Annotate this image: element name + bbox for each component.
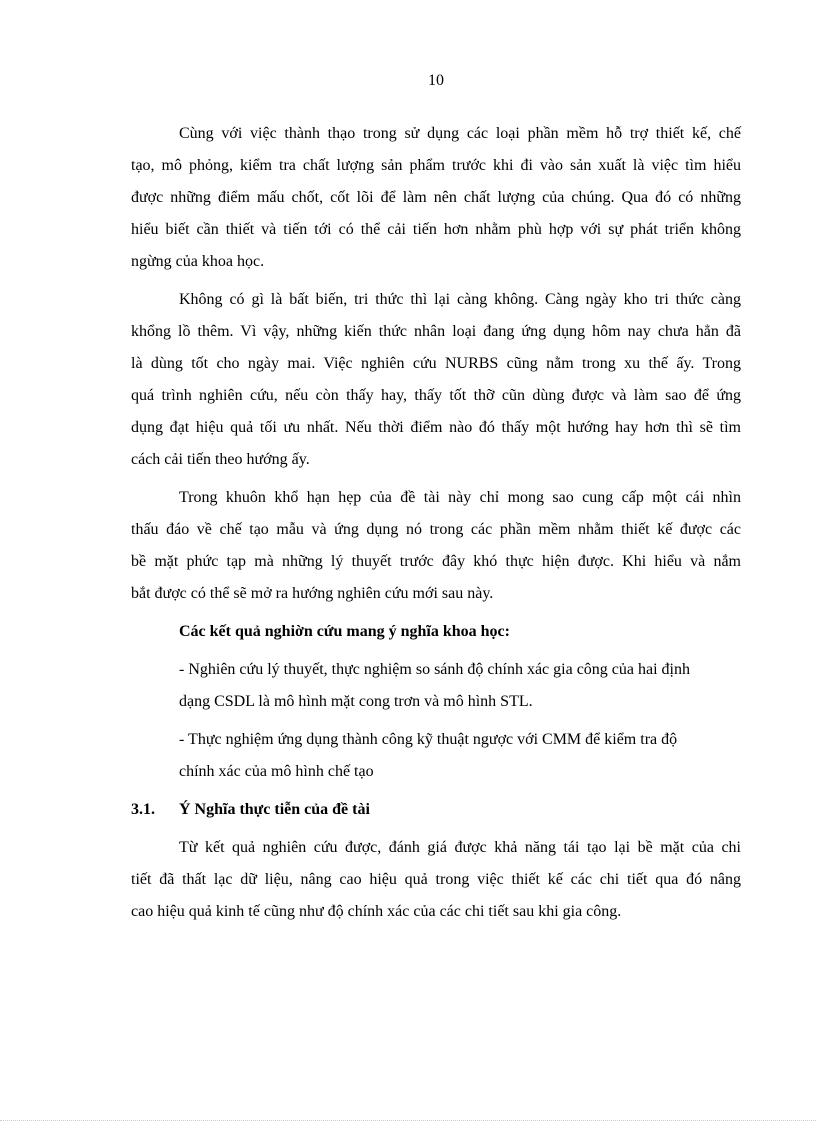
paragraph-line: cách cải tiến theo hướng ấy. (131, 451, 310, 468)
paragraph-intro (131, 118, 741, 278)
paragraph-line: tạo, mô phỏng, kiểm tra chất lượng sản phẩm trước khi đi vào sản xuất là việc tìm hiểu (131, 157, 741, 174)
section-number: 3.1. (131, 801, 155, 818)
paragraph-line: tiết đã thất lạc dữ liệu, nâng cao hiệu quả trong việc thiết kế các chi tiết qua đó nâng (131, 871, 741, 888)
paragraph-line: bề mặt phức tạp mà những lý thuyết trước đây khó thực hiện được. Khi hiểu và nắm (131, 553, 741, 570)
paragraph-line: Trong khuôn khổ hạn hẹp của đề tài này chỉ mong sao cung cấp một cái nhìn (179, 489, 741, 506)
page-content (131, 118, 741, 934)
section-heading (131, 794, 741, 826)
bullet-item-theory (131, 654, 741, 718)
paragraph-scope (131, 482, 741, 610)
paragraph-line: được những điểm mấu chốt, cốt lõi để làm nên chất lượng của chúng. Qua đó có những (131, 189, 741, 206)
paragraph-line: khổng lồ thêm. Vì vậy, những kiến thức nhân loại đang ứng dụng hôm nay chưa hẳn đã (131, 323, 741, 340)
page-number: 10 (428, 72, 444, 89)
paragraph-line: ngừng của khoa học. (131, 253, 265, 270)
section-title: Ý Nghĩa thực tiễn của đề tài (179, 801, 370, 818)
paragraph-line: bắt được có thể sẽ mở ra hướng nghiên cứu mới sau này. (131, 585, 494, 602)
paragraph-line: Cùng với việc thành thạo trong sử dụng các loại phần mềm hỗ trợ thiết kế, chế (179, 125, 741, 142)
paragraph-line: Từ kết quả nghiên cứu được, đánh giá được khả năng tái tạo lại bề mặt của chi (179, 839, 741, 856)
paragraph-line: cao hiệu quả kinh tế cũng như độ chính xác của các chi tiết sau khi gia công. (131, 903, 622, 920)
bullet-line: dạng CSDL là mô hình mặt cong trơn và mô hình STL. (179, 693, 533, 710)
paragraph-line: dụng đạt hiệu quả tối ưu nhất. Nếu thời điểm nào đó thấy một hướng hay hơn thì sẽ tìm (131, 419, 741, 436)
paragraph-line: Không có gì là bất biến, tri thức thì lại càng không. Càng ngày kho tri thức càng (179, 291, 741, 308)
bullet-line: - Nghiên cứu lý thuyết, thực nghiệm so sánh độ chính xác gia công của hai định (179, 661, 690, 678)
page-bottom-rule (0, 1120, 816, 1121)
results-heading: Các kết quả nghiờn cứu mang ý nghĩa khoa học: (179, 623, 510, 640)
paragraph-line: là dùng tốt cho ngày mai. Việc nghiên cứu NURBS cũng nằm trong xu thế ấy. Trong (131, 355, 741, 372)
paragraph-practical (131, 832, 741, 928)
bullet-line: - Thực nghiệm ứng dụng thành công kỹ thuật ngược với CMM để kiểm tra độ (179, 731, 678, 748)
paragraph-line: quá trình nghiên cứu, nếu còn thấy hay, thấy tốt thỡ cũn dùng được và làm sao để ứng (131, 387, 741, 404)
paragraph-line: thấu đáo về chế tạo mẫu và ứng dụng nó trong các phần mềm nhằm thiết kế được các (131, 521, 741, 538)
paragraph-knowledge (131, 284, 741, 476)
bullet-item-experiment (131, 724, 741, 788)
paragraph-line: hiểu biết cần thiết và tiến tới có thể cải tiến hơn nhằm phù hợp với sự phát triển không (131, 221, 741, 238)
bullet-line: chính xác của mô hình chế tạo (179, 763, 374, 780)
